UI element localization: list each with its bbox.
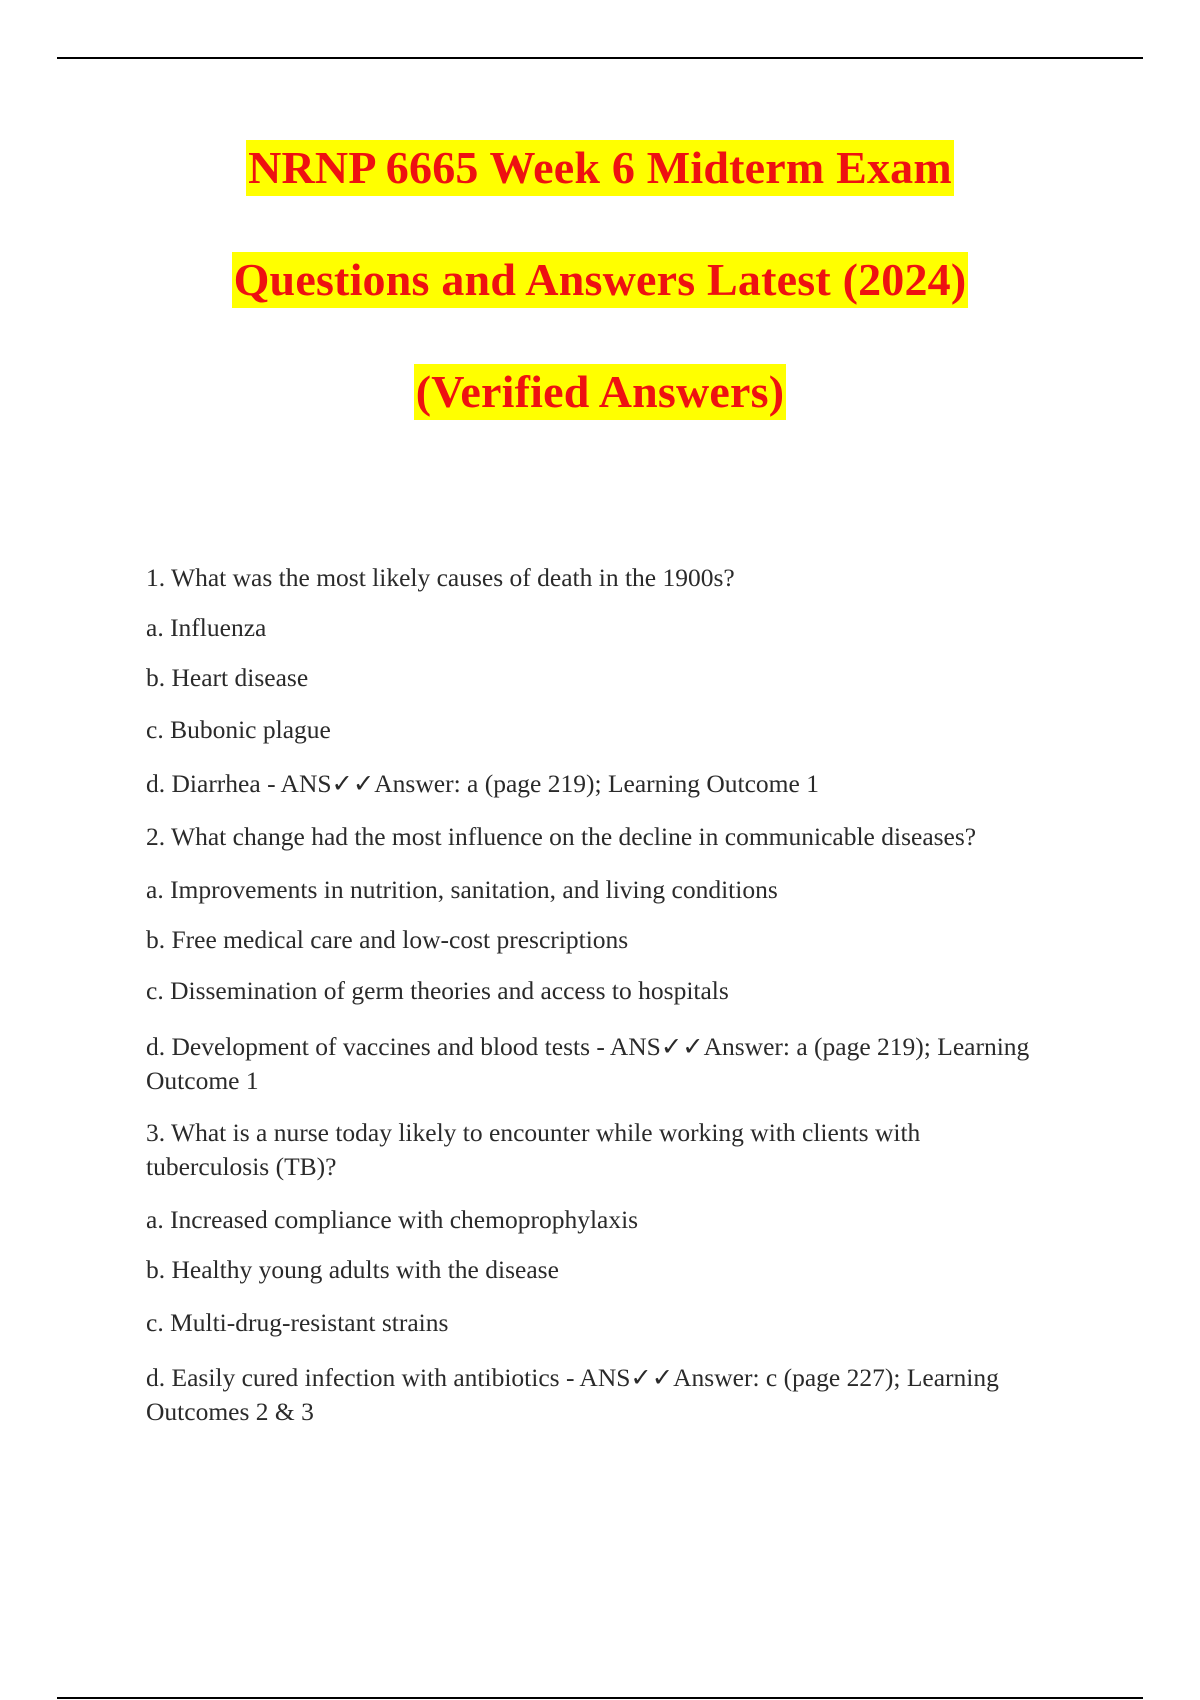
bottom-rule (57, 1697, 1143, 1699)
title-line-2: Questions and Answers Latest (2024) (0, 252, 1200, 364)
question-2-option-d-answer: d. Development of vaccines and blood tests - ANS✓✓Answer: a (page 219); Learning Outcome 1 (146, 1032, 1030, 1095)
question-3-text: 3. What is a nurse today likely to encounter while working with clients with tuberculosis (TB)? (146, 1118, 921, 1181)
question-1-option-b: b. Heart disease (146, 663, 309, 692)
question-1-option-a: a. Influenza (146, 613, 267, 642)
top-rule (57, 57, 1143, 59)
question-2-text: 2. What change had the most influence on the decline in communicable diseases? (146, 822, 977, 851)
question-3-option-c: c. Multi-drug-resistant strains (146, 1308, 449, 1337)
question-2-option-b: b. Free medical care and low-cost prescriptions (146, 925, 629, 954)
title-line-1: NRNP 6665 Week 6 Midterm Exam (0, 140, 1200, 252)
question-2-option-a: a. Improvements in nutrition, sanitation, and living conditions (146, 875, 778, 904)
question-1-option-c: c. Bubonic plague (146, 715, 331, 744)
question-2-option-c: c. Dissemination of germ theories and access to hospitals (146, 976, 729, 1005)
question-3-option-a: a. Increased compliance with chemoprophylaxis (146, 1205, 639, 1234)
question-3-option-d-answer: d. Easily cured infection with antibiotics - ANS✓✓Answer: c (page 227); Learning Outcomes 2 & 3 (146, 1363, 999, 1426)
question-3-option-b: b. Healthy young adults with the disease (146, 1255, 559, 1284)
document-title (0, 140, 1200, 476)
question-1-text: 1. What was the most likely causes of death in the 1900s? (146, 563, 735, 592)
question-1-option-d-answer: d. Diarrhea - ANS✓✓Answer: a (page 219); Learning Outcome 1 (146, 769, 819, 798)
title-line-3: (Verified Answers) (0, 364, 1200, 476)
